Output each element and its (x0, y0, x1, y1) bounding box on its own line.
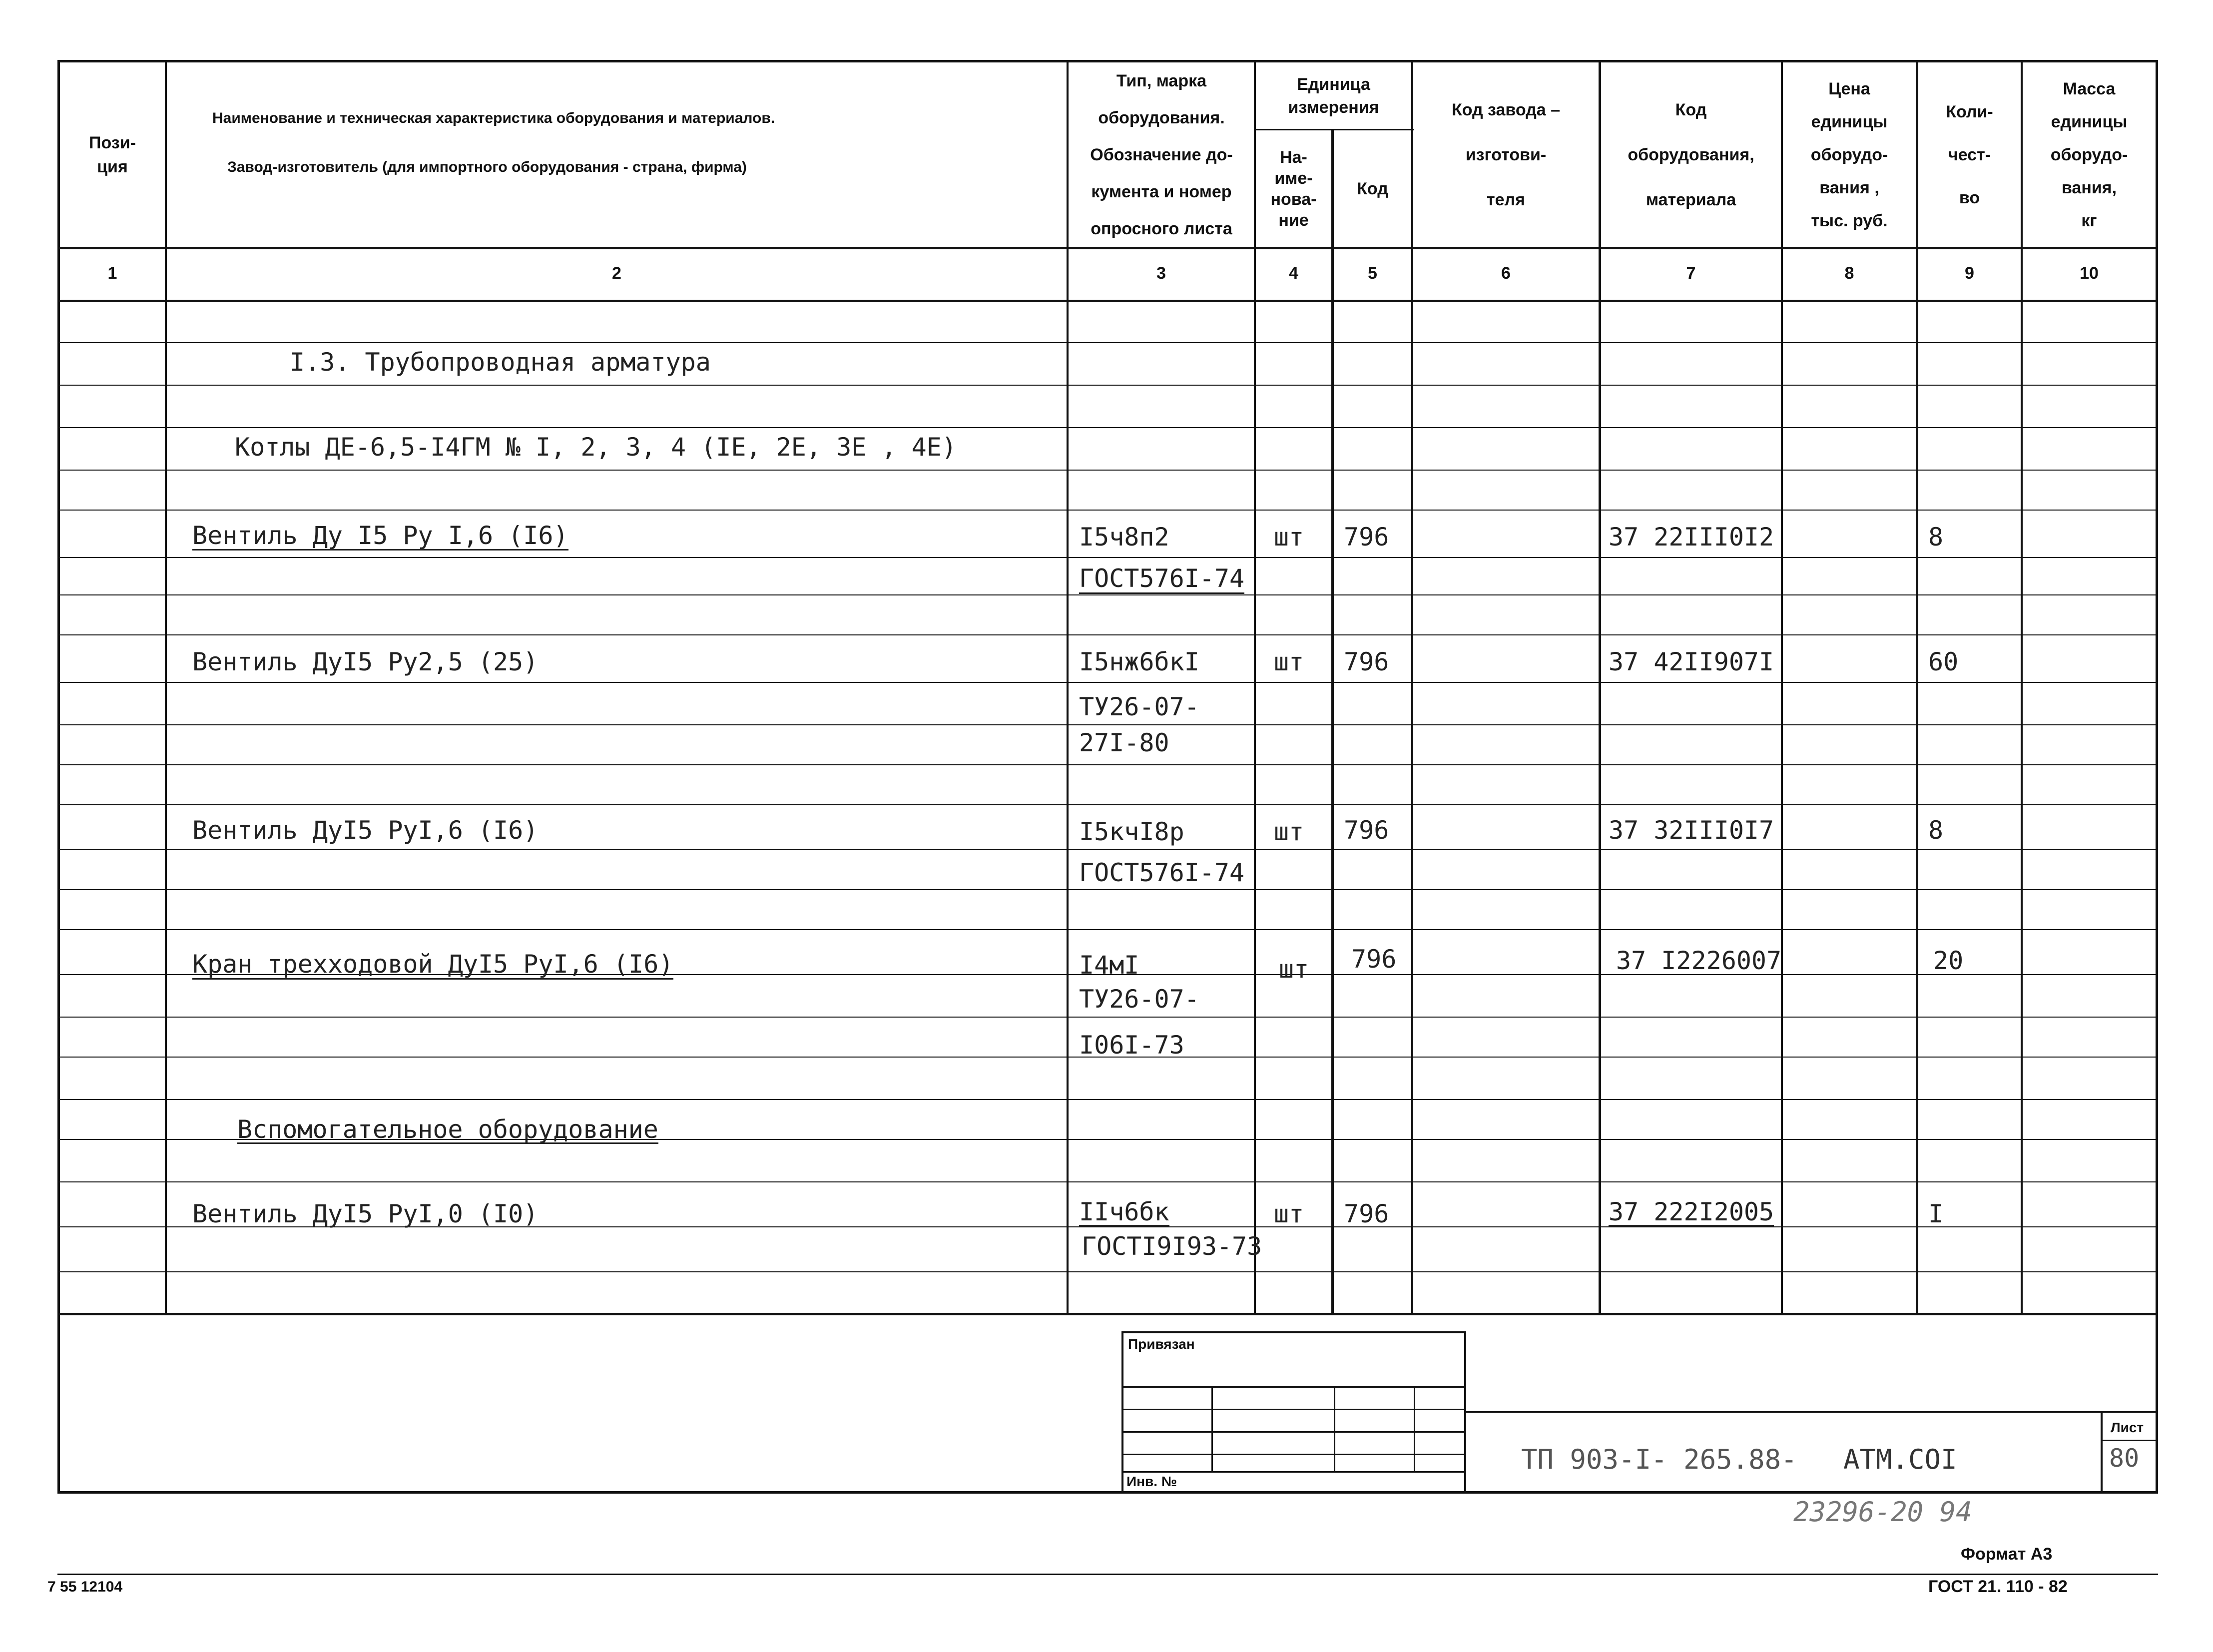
gost-label: ГОСТ 21. 110 - 82 (1928, 1577, 2068, 1596)
binding-line (1121, 1471, 1466, 1473)
item-document-cont: I06I-73 (1079, 1031, 1184, 1060)
item-document: ГОСТI9I93-73 (1082, 1232, 1262, 1261)
sheet-label-line (2101, 1440, 2158, 1441)
item-unit-code: 796 (1344, 647, 1389, 676)
item-name: Вентиль ДуI5 РуI,6 (I6) (192, 816, 539, 845)
binding-vline (1414, 1386, 1415, 1471)
row-line (57, 557, 2158, 558)
row-line (57, 1181, 2158, 1182)
document-mark: АТМ.СОI (1843, 1444, 1957, 1475)
item-code: 37 32III0I7 (1609, 816, 1774, 845)
item-quantity: 60 (1928, 647, 1959, 676)
row-line (57, 427, 2158, 428)
title-line (1466, 1411, 2158, 1413)
row-line (57, 385, 2158, 386)
archive-number: 23296-20 94 (1793, 1496, 1972, 1528)
item-quantity: I (1928, 1199, 1944, 1228)
row-line (57, 510, 2158, 511)
item-quantity: 8 (1928, 523, 1944, 551)
row-line (57, 342, 2158, 343)
sheet-number: 80 (2109, 1444, 2140, 1473)
item-type: I5кчI8р (1079, 817, 1184, 846)
header-position: Пози- ция (89, 133, 136, 176)
header-unit-name: На- име- нова- ние (1270, 148, 1317, 230)
col-line-7 (1781, 60, 1783, 1315)
item-code: 37 222I2005 (1609, 1197, 1774, 1226)
footer-line (57, 1574, 2158, 1575)
table-bottom-line (57, 1313, 2158, 1315)
header-type: Тип, марка оборудования. Обозначение до- кумента и номер опросного листа (1090, 71, 1233, 238)
sheet-label: Лист (2111, 1420, 2144, 1435)
row-line (57, 1099, 2158, 1100)
col-number: 8 (1844, 264, 1854, 283)
item-document-cont: 27I-80 (1079, 728, 1169, 757)
row-line (57, 634, 2158, 635)
col-number: 1 (107, 264, 117, 283)
item-unit-code: 796 (1344, 816, 1389, 845)
item-document: ТУ26-07- (1079, 692, 1199, 721)
item-unit: шт (1274, 647, 1304, 676)
col-number: 10 (2080, 264, 2099, 283)
header-name-line2: Завод-изготовитель (для импортного оборудования - страна, фирма) (227, 159, 747, 175)
item-code: 37 I2226007 (1616, 946, 1782, 975)
section-heading: Вспомогательное оборудование (237, 1115, 658, 1144)
col-line-3 (1254, 60, 1256, 1315)
section-heading: Котлы ДЕ-6,5-I4ГМ № I, 2, 3, 4 (IE, 2E, 3E , 4E) (235, 433, 957, 462)
col-number: 3 (1156, 264, 1166, 283)
col-number: 9 (1965, 264, 1974, 283)
item-document: ТУ26-07- (1079, 985, 1199, 1014)
col-number: 6 (1501, 264, 1511, 283)
row-line (57, 682, 2158, 683)
header-factory-code: Код завода – изготови- теля (1451, 100, 1561, 209)
row-line (57, 849, 2158, 850)
row-line (57, 724, 2158, 725)
item-name: Вентиль ДуI5 Ру2,5 (25) (192, 647, 539, 676)
col-line-6 (1599, 60, 1601, 1315)
item-type: I5ч8п2 (1079, 523, 1169, 551)
item-quantity: 8 (1928, 816, 1944, 845)
item-quantity: 20 (1933, 946, 1964, 975)
item-unit-code: 796 (1344, 523, 1389, 551)
binding-vline (1211, 1386, 1213, 1471)
row-line (57, 470, 2158, 471)
print-number: 7 55 12104 (47, 1579, 123, 1595)
document-number: ТП 903-I- 265.88- (1521, 1444, 1797, 1475)
col-line-8 (1916, 60, 1918, 1315)
item-code: 37 42II907I (1609, 647, 1774, 676)
row-line (57, 1017, 2158, 1018)
col-line-2 (1067, 60, 1069, 1315)
item-document: ГОСТ576I-74 (1079, 858, 1245, 887)
header-equipment-code: Код оборудования, материала (1628, 100, 1754, 209)
col-line-4 (1331, 129, 1334, 1315)
header-quantity: Коли- чест- во (1946, 102, 1993, 207)
item-document: ГОСТ576I-74 (1079, 564, 1245, 593)
row-line (57, 764, 2158, 765)
header-name-line1: Наименование и техническая характеристика оборудования и материалов. (212, 110, 775, 126)
row-line (57, 594, 2158, 595)
col-number: 5 (1368, 264, 1377, 283)
item-unit: шт (1274, 1199, 1304, 1228)
item-unit-code: 796 (1351, 945, 1397, 974)
binding-vline (1334, 1386, 1335, 1471)
item-name: Вентиль Ду I5 Ру I,6 (I6) (192, 521, 568, 550)
col-number: 7 (1686, 264, 1696, 283)
colnum-bottom-line (57, 300, 2158, 302)
header-unit-group: Единица измерения (1288, 74, 1379, 117)
item-name: Кран трехходовой ДуI5 РуI,6 (I6) (192, 950, 674, 979)
row-line (57, 889, 2158, 890)
section-heading: I.3. Трубопроводная арматура (290, 348, 711, 377)
item-type: I5нж6бкI (1079, 647, 1199, 676)
col-number: 2 (612, 264, 621, 283)
item-type: I4мI (1079, 951, 1139, 980)
format-label: Формат А3 (1961, 1545, 2053, 1564)
col-line-5 (1411, 60, 1413, 1315)
item-unit-code: 796 (1344, 1199, 1389, 1228)
unit-group-line (1254, 129, 1414, 130)
header-price: Цена единицы оборудо- вания , тыс. руб. (1810, 79, 1888, 230)
row-line (57, 1271, 2158, 1272)
header-mass: Масса единицы оборудо- вания, кг (2050, 79, 2128, 230)
title-vline (2101, 1411, 2103, 1494)
col-line-1 (165, 60, 167, 1315)
item-type: IIч6бк (1079, 1197, 1169, 1226)
inventory-label: Инв. № (1126, 1474, 1177, 1489)
header-bottom-line (57, 247, 2158, 249)
col-number: 4 (1289, 264, 1298, 283)
binding-label: Привязан (1128, 1336, 1195, 1352)
item-unit: шт (1279, 955, 1309, 984)
row-line (57, 804, 2158, 805)
item-code: 37 22III0I2 (1609, 523, 1774, 551)
item-unit: шт (1274, 817, 1304, 846)
col-line-9 (2021, 60, 2023, 1315)
item-name: Вентиль ДуI5 РуI,0 (I0) (192, 1199, 539, 1228)
header-unit-code: Код (1357, 179, 1388, 198)
item-unit: шт (1274, 523, 1304, 551)
row-line (57, 929, 2158, 930)
